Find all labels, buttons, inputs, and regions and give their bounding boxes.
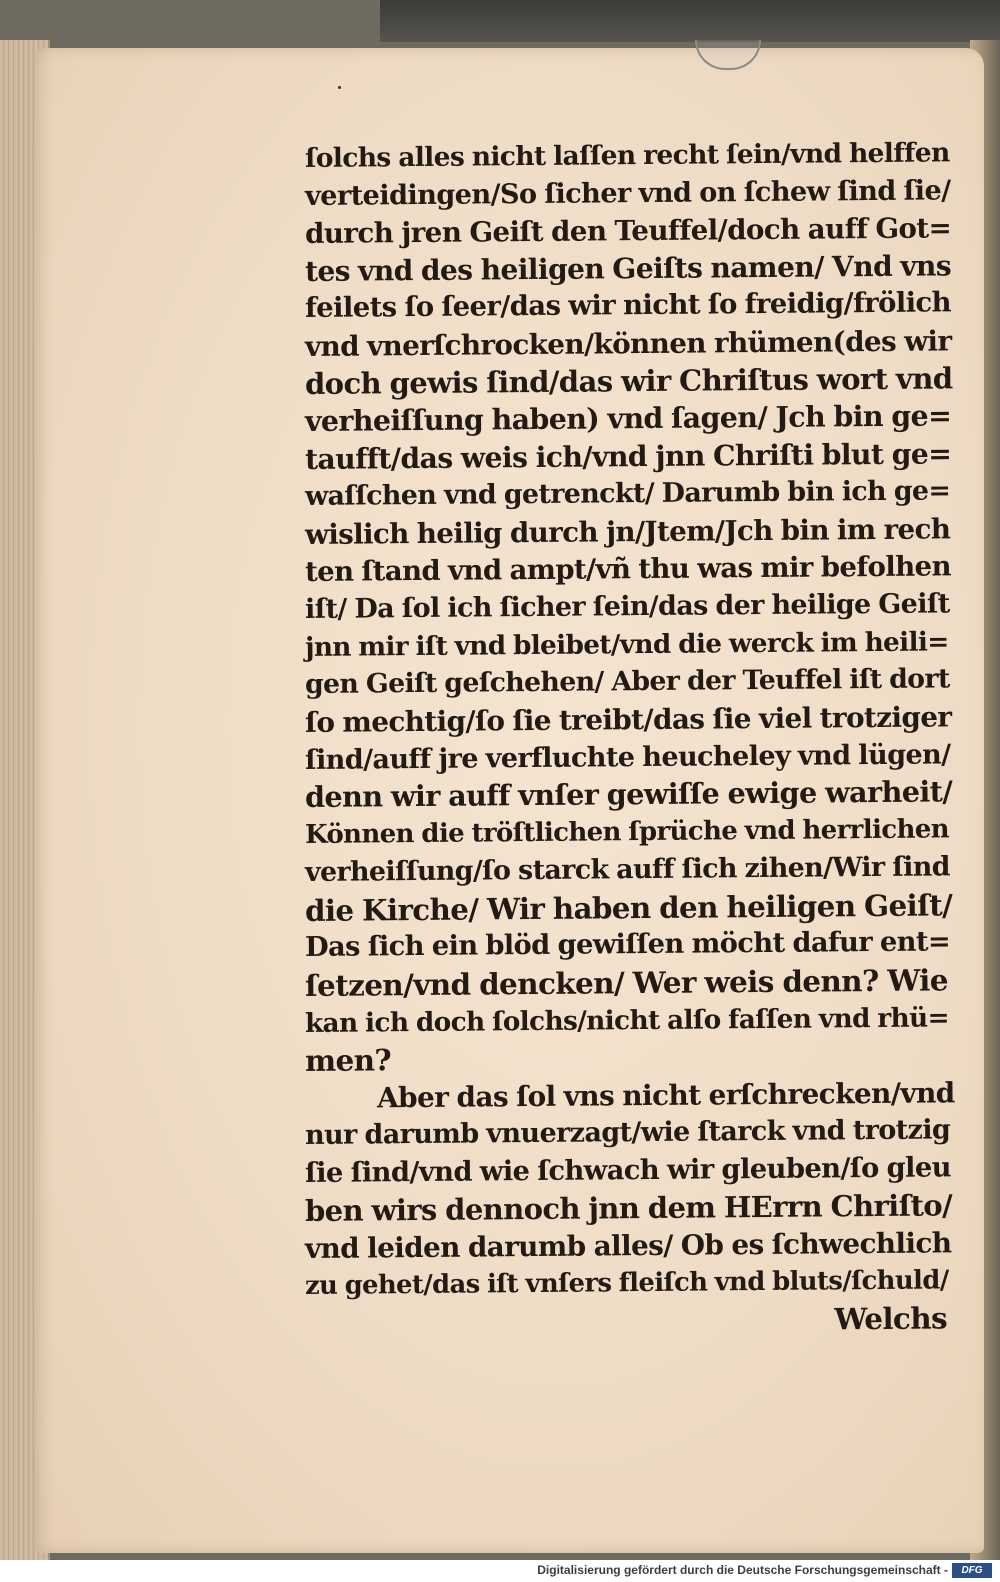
text-line: vnd leiden darumb alles/ Ob es ſchwechlich	[304, 1226, 952, 1266]
text-line: doch gewis ſind/das wir Chriſtus wort vnd	[304, 360, 953, 401]
text-line: vnd vnerſchrocken/können rhümen(des wir	[304, 324, 952, 363]
text-line: waſſchen vnd getrenckt/ Darumb bin ich ge=	[304, 475, 951, 513]
text-line: kan ich doch ſolchs/nicht alſo faſſen vnd rhü=	[304, 1002, 950, 1039]
text-line: ſolchs alles nicht laſſen recht ſein/vnd helffen	[304, 137, 950, 174]
text-line: gen Geiſt geſchehen/ Aber der Teuffel iſt dort	[304, 663, 950, 701]
text-line: ten ſtand vnd ampt/vñ thu was mir befolhen	[304, 549, 952, 588]
text-line: verheiſſung/ſo starck auff ſich zihen/Wir ſind	[304, 851, 951, 889]
text-line: verteidingen/So ſicher vnd on ſchew ſind ſie/	[304, 173, 951, 212]
text-line: feilets ſo ſeer/das wir nicht ſo freidig/frölich	[304, 286, 952, 325]
text-line: ſetzen/vnd dencken/ Wer weis denn? Wie	[304, 962, 949, 1004]
text-line: zu gehet/das iſt vnſers fleiſch vnd bluts/ſchuld/	[304, 1265, 949, 1301]
footer-bar	[0, 1560, 1000, 1582]
dfg-logo: DFG	[952, 1563, 992, 1578]
text-line: Aber das ſol vns nicht erſchrecken/vnd	[376, 1076, 955, 1115]
text-line: tes vnd des heiligen Geiſts namen/ Vnd vns	[304, 249, 952, 288]
text-line: jnn mir iſt vnd bleibet/vnd die werck im heili=	[304, 626, 949, 663]
text-line: ſind/auff jre verfluchte heucheley vnd lügen/	[304, 738, 951, 776]
text-line: ſo mechtig/ſo ſie treibt/das ſie viel trotziger	[304, 700, 952, 739]
text-line: Das ſich ein blöd gewiſſen möcht dafur ent=	[304, 925, 951, 964]
catchword: Welchs	[834, 1300, 948, 1337]
text-line: men?	[304, 1042, 392, 1079]
book-cover-top	[380, 0, 1000, 42]
text-line: denn wir auff vnſer gewiſſe ewige warheit/	[304, 774, 953, 815]
text-line: ben wirs dennoch jnn dem HErrn Chriſto/	[304, 1187, 953, 1228]
text-line: iſt/ Da ſol ich ſicher ſein/das der heilige Geiſt	[304, 588, 950, 626]
text-line: verheiſſung haben) vnd ſagen/ Jch bin ge=	[304, 398, 952, 439]
body-text	[304, 137, 955, 1343]
ink-speck	[338, 86, 341, 89]
text-line: wislich heilig durch jn/Jtem/Jch bin im rech	[304, 512, 951, 551]
text-line: taufft/das weis ich/vnd jnn Chriſti blut ge=	[304, 436, 952, 476]
text-line: die Kirche/ Wir haben den heiligen Geiſt/	[304, 887, 953, 928]
text-line: Können die tröſtlichen ſprüche vnd herrlichen	[304, 814, 950, 850]
text-line: ſie ſind/vnd wie ſchwach wir gleuben/ſo gleu	[304, 1151, 952, 1190]
funding-credit: Digitalisierung gefördert durch die Deutsche Forschungsgemeinschaft -	[537, 1563, 948, 1577]
text-line: nur darumb vnuerzagt/wie ſtarck vnd trotzig	[304, 1114, 951, 1152]
text-line: durch jren Geiſt den Teuffel/doch auff Got=	[304, 211, 952, 251]
